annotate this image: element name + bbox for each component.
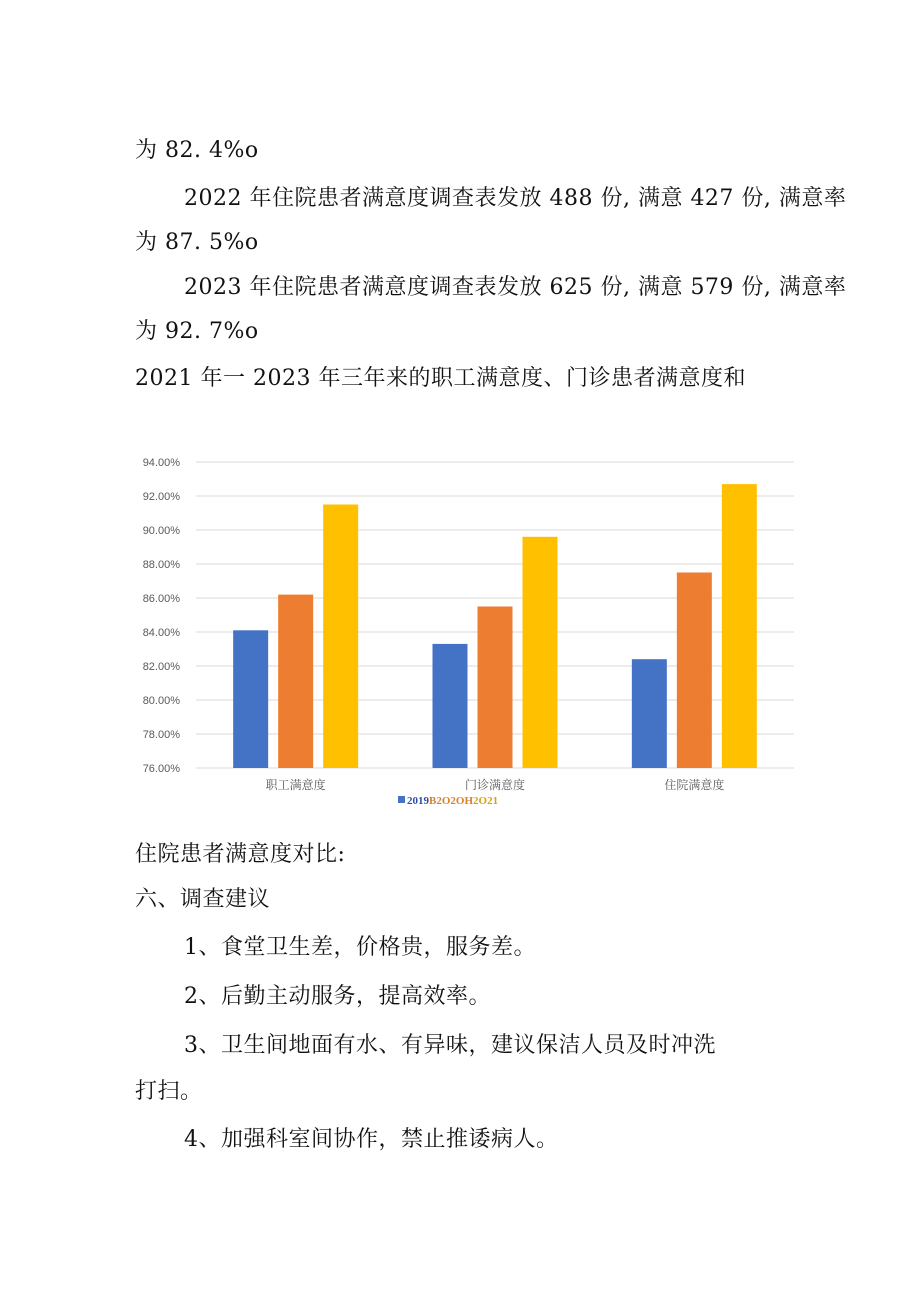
x-category-label: 门诊满意度: [464, 778, 526, 792]
bar-2O21-2: [722, 484, 757, 768]
bar-2O21-1: [523, 537, 558, 768]
y-tick-label: 80.00%: [142, 695, 180, 707]
x-category-label: 住院满意度: [664, 778, 725, 792]
bar-2019-0: [233, 630, 268, 768]
suggestion-item: 1、食堂卫生差，价格贵，服务差。: [184, 935, 536, 960]
bar-2O21-0: [323, 505, 358, 769]
satisfaction-bar-chart: [118, 448, 808, 820]
y-tick-label: 76.00%: [142, 763, 180, 775]
suggestion-item: 2、后勤主动服务，提高效率。: [184, 984, 491, 1009]
y-tick-label: 86.00%: [142, 593, 180, 605]
suggestion-item: 3、卫生间地面有水、有异味，建议保洁人员及时冲洗: [184, 1033, 716, 1058]
chart-legend: [398, 795, 498, 807]
paragraph-line: 为 82. 4%o: [135, 138, 259, 163]
y-tick-label: 94.00%: [142, 457, 180, 469]
paragraph-line: 2023 年住院患者满意度调查表发放 625 份, 满意 579 份, 满意率: [184, 275, 847, 300]
chart-y-axis: [143, 457, 181, 775]
suggestion-item: 打扫。: [135, 1079, 203, 1104]
suggestion-item: 4、加强科室间协作，禁止推诿病人。: [184, 1127, 559, 1152]
x-category-label: 职工满意度: [265, 778, 326, 792]
bar-2O2O-1: [478, 607, 513, 769]
chart-bars: [233, 484, 757, 768]
legend-swatch: [398, 796, 405, 803]
y-tick-label: 88.00%: [142, 559, 180, 571]
y-tick-label: 84.00%: [142, 627, 180, 639]
bar-2O2O-2: [677, 573, 712, 769]
y-tick-label: 90.00%: [142, 525, 180, 537]
paragraph-line: 2022 年住院患者满意度调查表发放 488 份, 满意 427 份, 满意率: [184, 186, 847, 211]
legend-label: 2019B2O2OH2O21: [407, 795, 499, 807]
chart-x-axis: [266, 777, 725, 792]
bar-2019-2: [632, 659, 667, 768]
paragraph-line: 2021 年一 2023 年三年来的职工满意度、门诊患者满意度和: [135, 366, 746, 391]
section-heading: 六、调查建议: [135, 887, 271, 912]
paragraph-line: 住院患者满意度对比:: [135, 842, 346, 867]
paragraph-line: 为 92. 7%o: [135, 319, 259, 344]
paragraph-line: 为 87. 5%o: [135, 230, 259, 255]
y-tick-label: 78.00%: [142, 729, 180, 741]
bar-2019-1: [433, 644, 468, 768]
y-tick-label: 92.00%: [142, 491, 180, 503]
bar-2O2O-0: [278, 595, 313, 768]
y-tick-label: 82.00%: [142, 661, 180, 673]
